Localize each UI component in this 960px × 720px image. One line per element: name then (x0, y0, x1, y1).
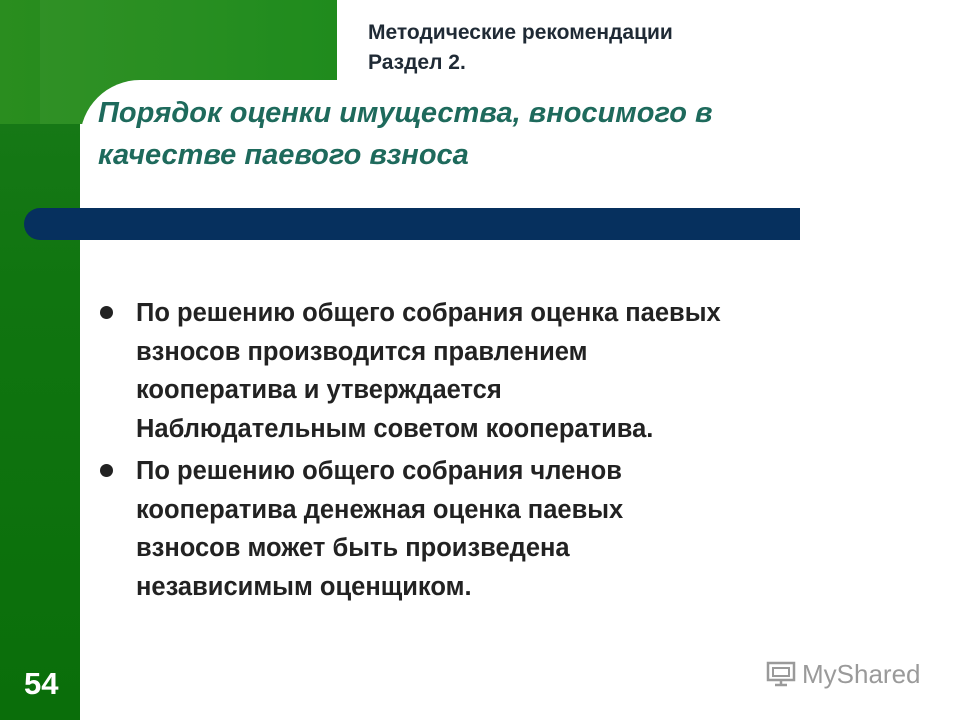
page-number: 54 (24, 666, 59, 701)
title-line-2: качестве паевого взноса (98, 139, 469, 171)
bullet-item (100, 294, 890, 448)
watermark-text: MyShared (802, 659, 921, 689)
bullet-line: Наблюдательным советом кооператива. (136, 414, 654, 443)
bullet-icon (100, 464, 113, 477)
presentation-board-icon (766, 661, 796, 687)
title-line-1: Порядок оценки имущества, вносимого в (98, 97, 713, 129)
bullet-line: взносов может быть произведена (136, 534, 570, 562)
bullet-line: кооператива денежная оценка паевых (136, 495, 624, 524)
bullet-icon (100, 306, 113, 319)
bullet-list (100, 294, 890, 610)
watermark (766, 656, 921, 692)
bullet-line: По решению общего собрания оценка паевых (136, 299, 721, 327)
title-divider-bar (24, 208, 800, 240)
header-line-1: Методические рекомендации (368, 21, 673, 44)
slide-title (98, 92, 918, 176)
section-header (368, 18, 673, 78)
header-line-2: Раздел 2. (368, 51, 466, 74)
bullet-line: По решению общего собрания членов (136, 457, 622, 485)
bullet-line: взносов производится правлением (136, 337, 588, 366)
bullet-item (100, 452, 890, 606)
bullet-line: независимым оценщиком. (136, 572, 472, 601)
bullet-line: кооператива и утверждается (136, 376, 502, 404)
